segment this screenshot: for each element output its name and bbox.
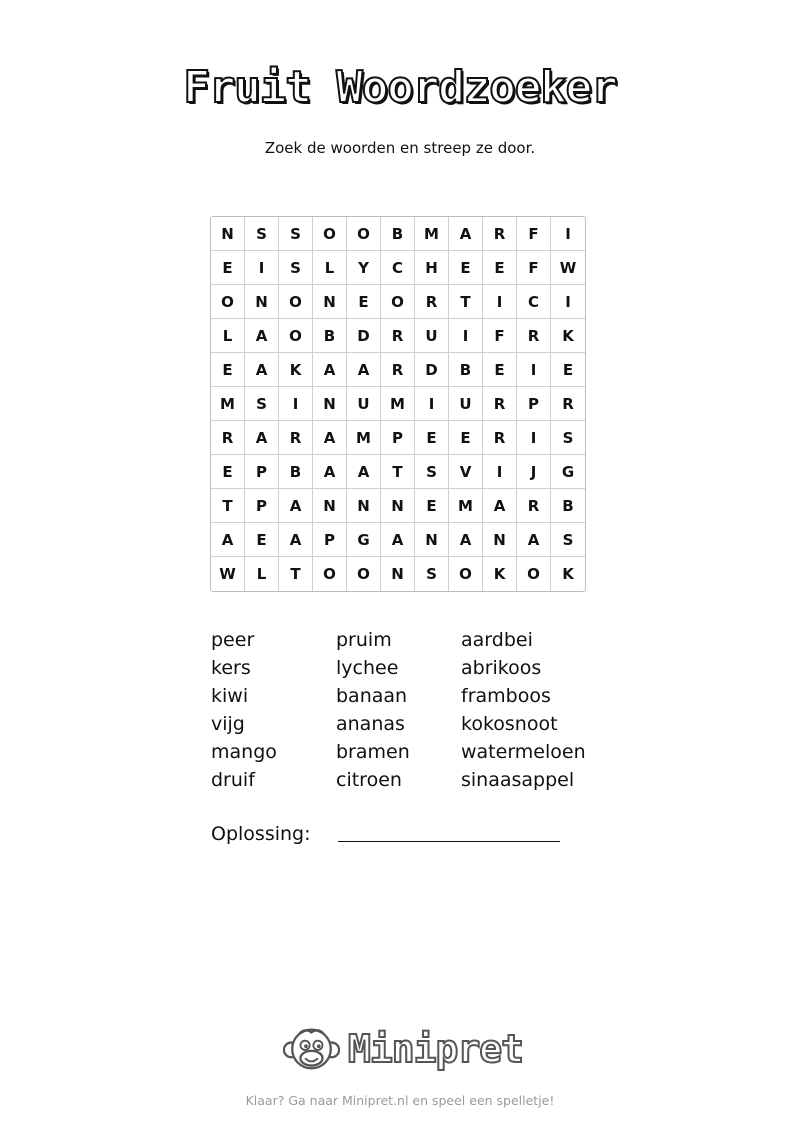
grid-cell: R — [211, 421, 245, 455]
grid-cell: N — [313, 387, 347, 421]
word-item: ananas — [336, 713, 405, 735]
grid-cell: J — [517, 455, 551, 489]
grid-cell: I — [245, 251, 279, 285]
word-item: framboos — [461, 685, 551, 707]
grid-cell: I — [279, 387, 313, 421]
minipret-logo — [283, 1020, 523, 1078]
grid-cell: I — [517, 353, 551, 387]
grid-cell: P — [517, 387, 551, 421]
grid-cell: K — [483, 557, 517, 591]
monkey-face-icon — [283, 1023, 340, 1075]
grid-cell: M — [381, 387, 415, 421]
grid-cell: K — [279, 353, 313, 387]
grid-cell: W — [211, 557, 245, 591]
grid-cell: A — [245, 319, 279, 353]
grid-cell: R — [381, 353, 415, 387]
grid-cell: A — [313, 421, 347, 455]
word-item: kers — [211, 657, 251, 679]
grid-cell: O — [211, 285, 245, 319]
grid-cell: N — [245, 285, 279, 319]
grid-cell: O — [449, 557, 483, 591]
word-item: bramen — [336, 741, 410, 763]
grid-cell: E — [415, 421, 449, 455]
grid-cell: B — [551, 489, 585, 523]
grid-cell: E — [483, 353, 517, 387]
grid-cell: A — [347, 455, 381, 489]
word-item: lychee — [336, 657, 399, 679]
grid-cell: N — [347, 489, 381, 523]
grid-cell: P — [245, 455, 279, 489]
word-item: citroen — [336, 769, 402, 791]
grid-cell: R — [483, 421, 517, 455]
grid-cell: A — [381, 523, 415, 557]
word-item: druif — [211, 769, 255, 791]
grid-cell: Y — [347, 251, 381, 285]
grid-cell: B — [279, 455, 313, 489]
grid-cell: L — [313, 251, 347, 285]
grid-cell: R — [279, 421, 313, 455]
grid-cell: O — [517, 557, 551, 591]
grid-cell: O — [313, 217, 347, 251]
grid-cell: I — [483, 285, 517, 319]
grid-cell: P — [381, 421, 415, 455]
word-item: kokosnoot — [461, 713, 558, 735]
grid-cell: N — [313, 285, 347, 319]
grid-cell: R — [517, 489, 551, 523]
grid-cell: O — [279, 285, 313, 319]
grid-cell: O — [381, 285, 415, 319]
grid-cell: V — [449, 455, 483, 489]
grid-cell: T — [449, 285, 483, 319]
grid-cell: N — [211, 217, 245, 251]
logo-text: Minipret — [347, 1027, 523, 1071]
grid-cell: A — [313, 353, 347, 387]
instructions: Zoek de woorden en streep ze door. — [264, 139, 536, 157]
word-item: sinaasappel — [461, 769, 575, 791]
grid-cell: A — [517, 523, 551, 557]
grid-cell: F — [517, 251, 551, 285]
grid-cell: U — [347, 387, 381, 421]
grid-cell: E — [211, 455, 245, 489]
grid-cell: I — [551, 285, 585, 319]
grid-cell: F — [517, 217, 551, 251]
solution-line — [338, 841, 560, 842]
grid-cell: O — [279, 319, 313, 353]
grid-cell: E — [211, 353, 245, 387]
grid-cell: R — [551, 387, 585, 421]
grid-cell: O — [347, 217, 381, 251]
grid-cell: T — [381, 455, 415, 489]
word-item: peer — [211, 629, 255, 651]
word-item: vijg — [211, 713, 245, 735]
grid-cell: A — [279, 523, 313, 557]
grid-cell: O — [313, 557, 347, 591]
grid-cell: S — [415, 455, 449, 489]
grid-cell: S — [415, 557, 449, 591]
word-search-grid — [210, 216, 586, 592]
grid-cell: E — [449, 251, 483, 285]
grid-cell: A — [483, 489, 517, 523]
grid-cell: T — [211, 489, 245, 523]
grid-cell: K — [562, 565, 574, 583]
grid-cell: I — [449, 319, 483, 353]
grid-cell: T — [279, 557, 313, 591]
grid-cell: R — [483, 387, 517, 421]
grid-cell: A — [449, 217, 483, 251]
grid-cell: B — [381, 217, 415, 251]
word-item: kiwi — [211, 685, 249, 707]
grid-cell: E — [211, 251, 245, 285]
grid-cell: A — [449, 523, 483, 557]
grid-cell: M — [211, 387, 245, 421]
solution-label: Oplossing: — [211, 823, 311, 845]
grid-cell: D — [347, 319, 381, 353]
grid-cell: A — [211, 523, 245, 557]
grid-cell: E — [347, 285, 381, 319]
grid-cell: E — [415, 489, 449, 523]
grid-cell: S — [279, 251, 313, 285]
grid-cell: I — [415, 387, 449, 421]
word-item: pruim — [336, 629, 392, 651]
grid-cell: K — [551, 319, 585, 353]
grid-cell: R — [517, 319, 551, 353]
grid-cell: I — [517, 421, 551, 455]
grid-cell: N — [483, 523, 517, 557]
grid-cell: I — [551, 217, 585, 251]
grid-cell: R — [483, 217, 517, 251]
grid-cell: E — [245, 523, 279, 557]
grid-cell: L — [211, 319, 245, 353]
grid-cell: C — [381, 251, 415, 285]
word-item: abrikoos — [461, 657, 542, 679]
grid-cell: E — [449, 421, 483, 455]
grid-cell: B — [449, 353, 483, 387]
grid-cell: C — [517, 285, 551, 319]
grid-cell: B — [313, 319, 347, 353]
page-title: Fruit Woordzoeker — [183, 62, 617, 113]
grid-cell: L — [245, 557, 279, 591]
grid-cell: N — [313, 489, 347, 523]
grid-cell: E — [551, 353, 585, 387]
word-item: aardbei — [461, 629, 533, 651]
word-item: mango — [211, 741, 277, 763]
grid-cell: U — [449, 387, 483, 421]
grid-cell: F — [483, 319, 517, 353]
grid-cell: G — [551, 455, 585, 489]
grid-cell: W — [551, 251, 585, 285]
grid-cell: N — [415, 523, 449, 557]
grid-cell: P — [313, 523, 347, 557]
grid-cell: S — [279, 217, 313, 251]
grid-cell: R — [415, 285, 449, 319]
grid-cell: G — [347, 523, 381, 557]
grid-cell: A — [347, 353, 381, 387]
grid-cell: M — [347, 421, 381, 455]
grid-cell: D — [415, 353, 449, 387]
grid-cell: M — [449, 489, 483, 523]
grid-cell: N — [381, 489, 415, 523]
grid-cell: R — [381, 319, 415, 353]
grid-cell: S — [551, 523, 585, 557]
grid-cell: S — [245, 217, 279, 251]
footer-text: Klaar? Ga naar Minipret.nl en speel een spelletje! — [245, 1093, 555, 1108]
grid-cell: H — [415, 251, 449, 285]
grid-cell: N — [381, 557, 415, 591]
grid-cell: S — [245, 387, 279, 421]
grid-cell: A — [245, 421, 279, 455]
word-item: watermeloen — [461, 741, 586, 763]
grid-cell: S — [551, 421, 585, 455]
grid-cell: A — [245, 353, 279, 387]
word-item: banaan — [336, 685, 408, 707]
grid-cell: M — [415, 217, 449, 251]
grid-cell: A — [313, 455, 347, 489]
grid-cell: A — [279, 489, 313, 523]
word-list — [211, 626, 611, 794]
grid-cell: O — [347, 557, 381, 591]
grid-cell: I — [483, 455, 517, 489]
grid-cell: U — [415, 319, 449, 353]
grid-cell: P — [245, 489, 279, 523]
grid-cell: E — [483, 251, 517, 285]
